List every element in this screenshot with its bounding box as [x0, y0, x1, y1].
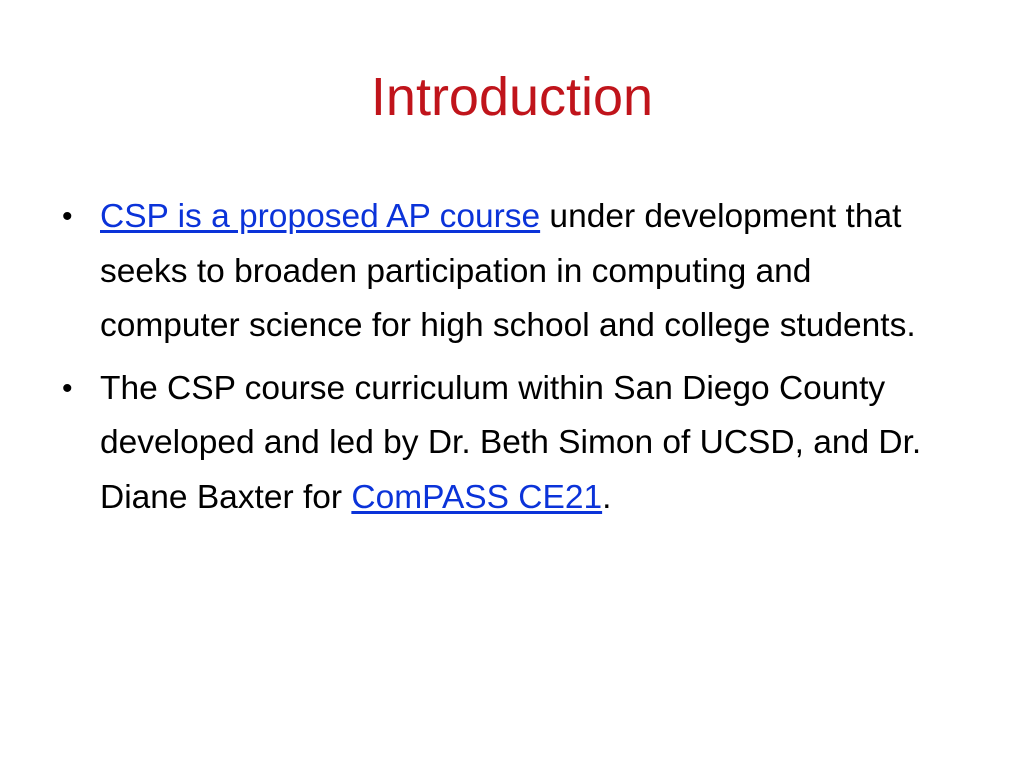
bullet-1-text: under development that seeks to broaden participation in computing and computer science for high school and college students. — [100, 198, 916, 344]
bullet-item-2 — [62, 362, 930, 526]
bullet-item-1 — [62, 190, 930, 354]
bullet-list — [62, 190, 930, 533]
csp-course-link[interactable]: CSP is a proposed AP course — [100, 198, 541, 235]
slide-title: Introduction — [370, 67, 654, 127]
bullet-marker-icon: • — [62, 200, 73, 233]
compass-ce21-link[interactable]: ComPASS CE21 — [351, 478, 603, 516]
bullet-2-text: The CSP course curriculum within San Diego County developed and led by Dr. Beth Simon of UCSD, and Dr. Diane Baxter for — [100, 369, 922, 516]
bullet-marker-icon: • — [62, 371, 73, 405]
bullet-2-period: . — [602, 478, 612, 516]
